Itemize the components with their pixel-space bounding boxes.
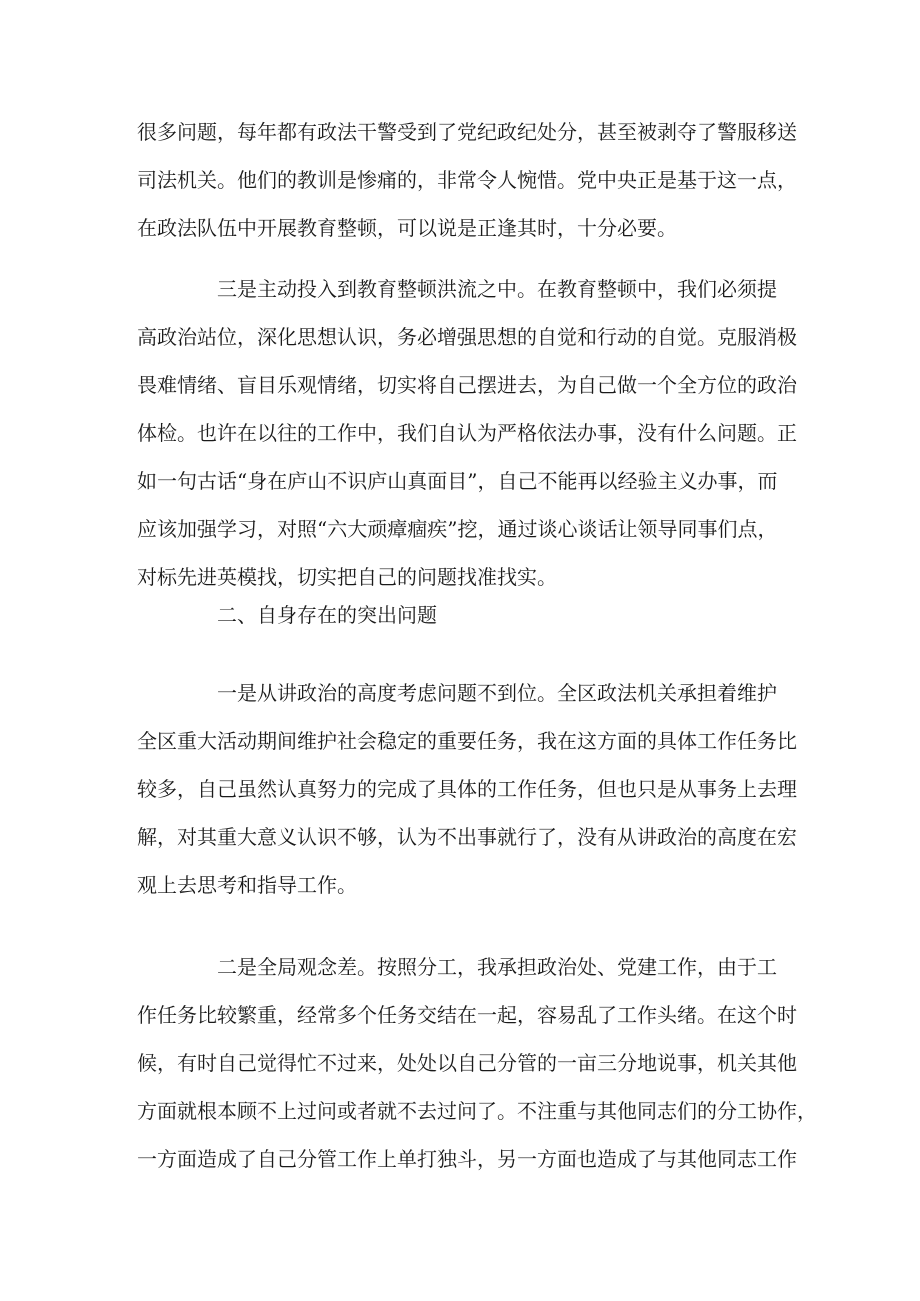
- paragraph-line: 全区重大活动期间维护社会稳定的重要任务，我在这方面的具体工作任务比: [137, 729, 797, 753]
- paragraph-line: 一是从讲政治的高度考虑问题不到位。全区政法机关承担着维护: [217, 681, 777, 705]
- paragraph-line: 畏难情绪、盲目乐观情绪，切实将自己摆进去，为自己做一个全方位的政治: [137, 373, 797, 397]
- paragraph-line: 在政法队伍中开展教育整顿，可以说是正逢其时，十分必要。: [137, 216, 677, 240]
- paragraph-line: 很多问题，每年都有政法干警受到了党纪政纪处分，甚至被剥夺了警服移送: [137, 120, 797, 144]
- paragraph-line: 体检。也许在以往的工作中，我们自认为严格依法办事，没有什么问题。正: [137, 421, 797, 445]
- paragraph-4: [137, 943, 817, 1183]
- paragraph-1: [137, 108, 797, 252]
- paragraph-line: 高政治站位，深化思想认识，务必增强思想的自觉和行动的自觉。克服消极: [137, 325, 797, 349]
- paragraph-line: 方面就根本顾不上过问或者就不去过问了。不注重与其他同志们的分工协作，: [137, 1099, 817, 1123]
- paragraph-line: 三是主动投入到教育整顿洪流之中。在教育整顿中，我们必须提: [217, 277, 777, 301]
- paragraph-line: 观上去思考和指导工作。: [137, 873, 357, 897]
- paragraph-line: 如一句古话“身在庐山不识庐山真面目”，自己不能再以经验主义办事，而: [137, 469, 778, 493]
- paragraph-line: 应该加强学习，对照“六大顽瘴痼疾”挖，通过谈心谈话让领导同事们点，: [137, 517, 778, 541]
- paragraph-line: 较多，自己虽然认真努力的完成了具体的工作任务，但也只是从事务上去理: [137, 777, 797, 801]
- paragraph-line: 解，对其重大意义认识不够，认为不出事就行了，没有从讲政治的高度在宏: [137, 825, 797, 849]
- paragraph-2: [137, 265, 797, 601]
- section-heading-block: [137, 591, 797, 639]
- paragraph-line: 作任务比较繁重，经常多个任务交结在一起，容易乱了工作头绪。在这个时: [137, 1003, 797, 1027]
- paragraph-line: 候，有时自己觉得忙不过来，处处以自己分管的一亩三分地说事，机关其他: [137, 1051, 797, 1075]
- paragraph-line: 司法机关。他们的教训是惨痛的，非常令人惋惜。党中央正是基于这一点，: [137, 168, 797, 192]
- paragraph-line: 一方面造成了自己分管工作上单打独斗，另一方面也造成了与其他同志工作: [137, 1147, 797, 1171]
- paragraph-line: 对标先进英模找，切实把自己的问题找准找实。: [137, 565, 557, 589]
- section-heading: 二、自身存在的突出问题: [217, 603, 437, 627]
- paragraph-3: [137, 669, 797, 909]
- paragraph-line: 二是全局观念差。按照分工，我承担政治处、党建工作，由于工: [217, 955, 777, 979]
